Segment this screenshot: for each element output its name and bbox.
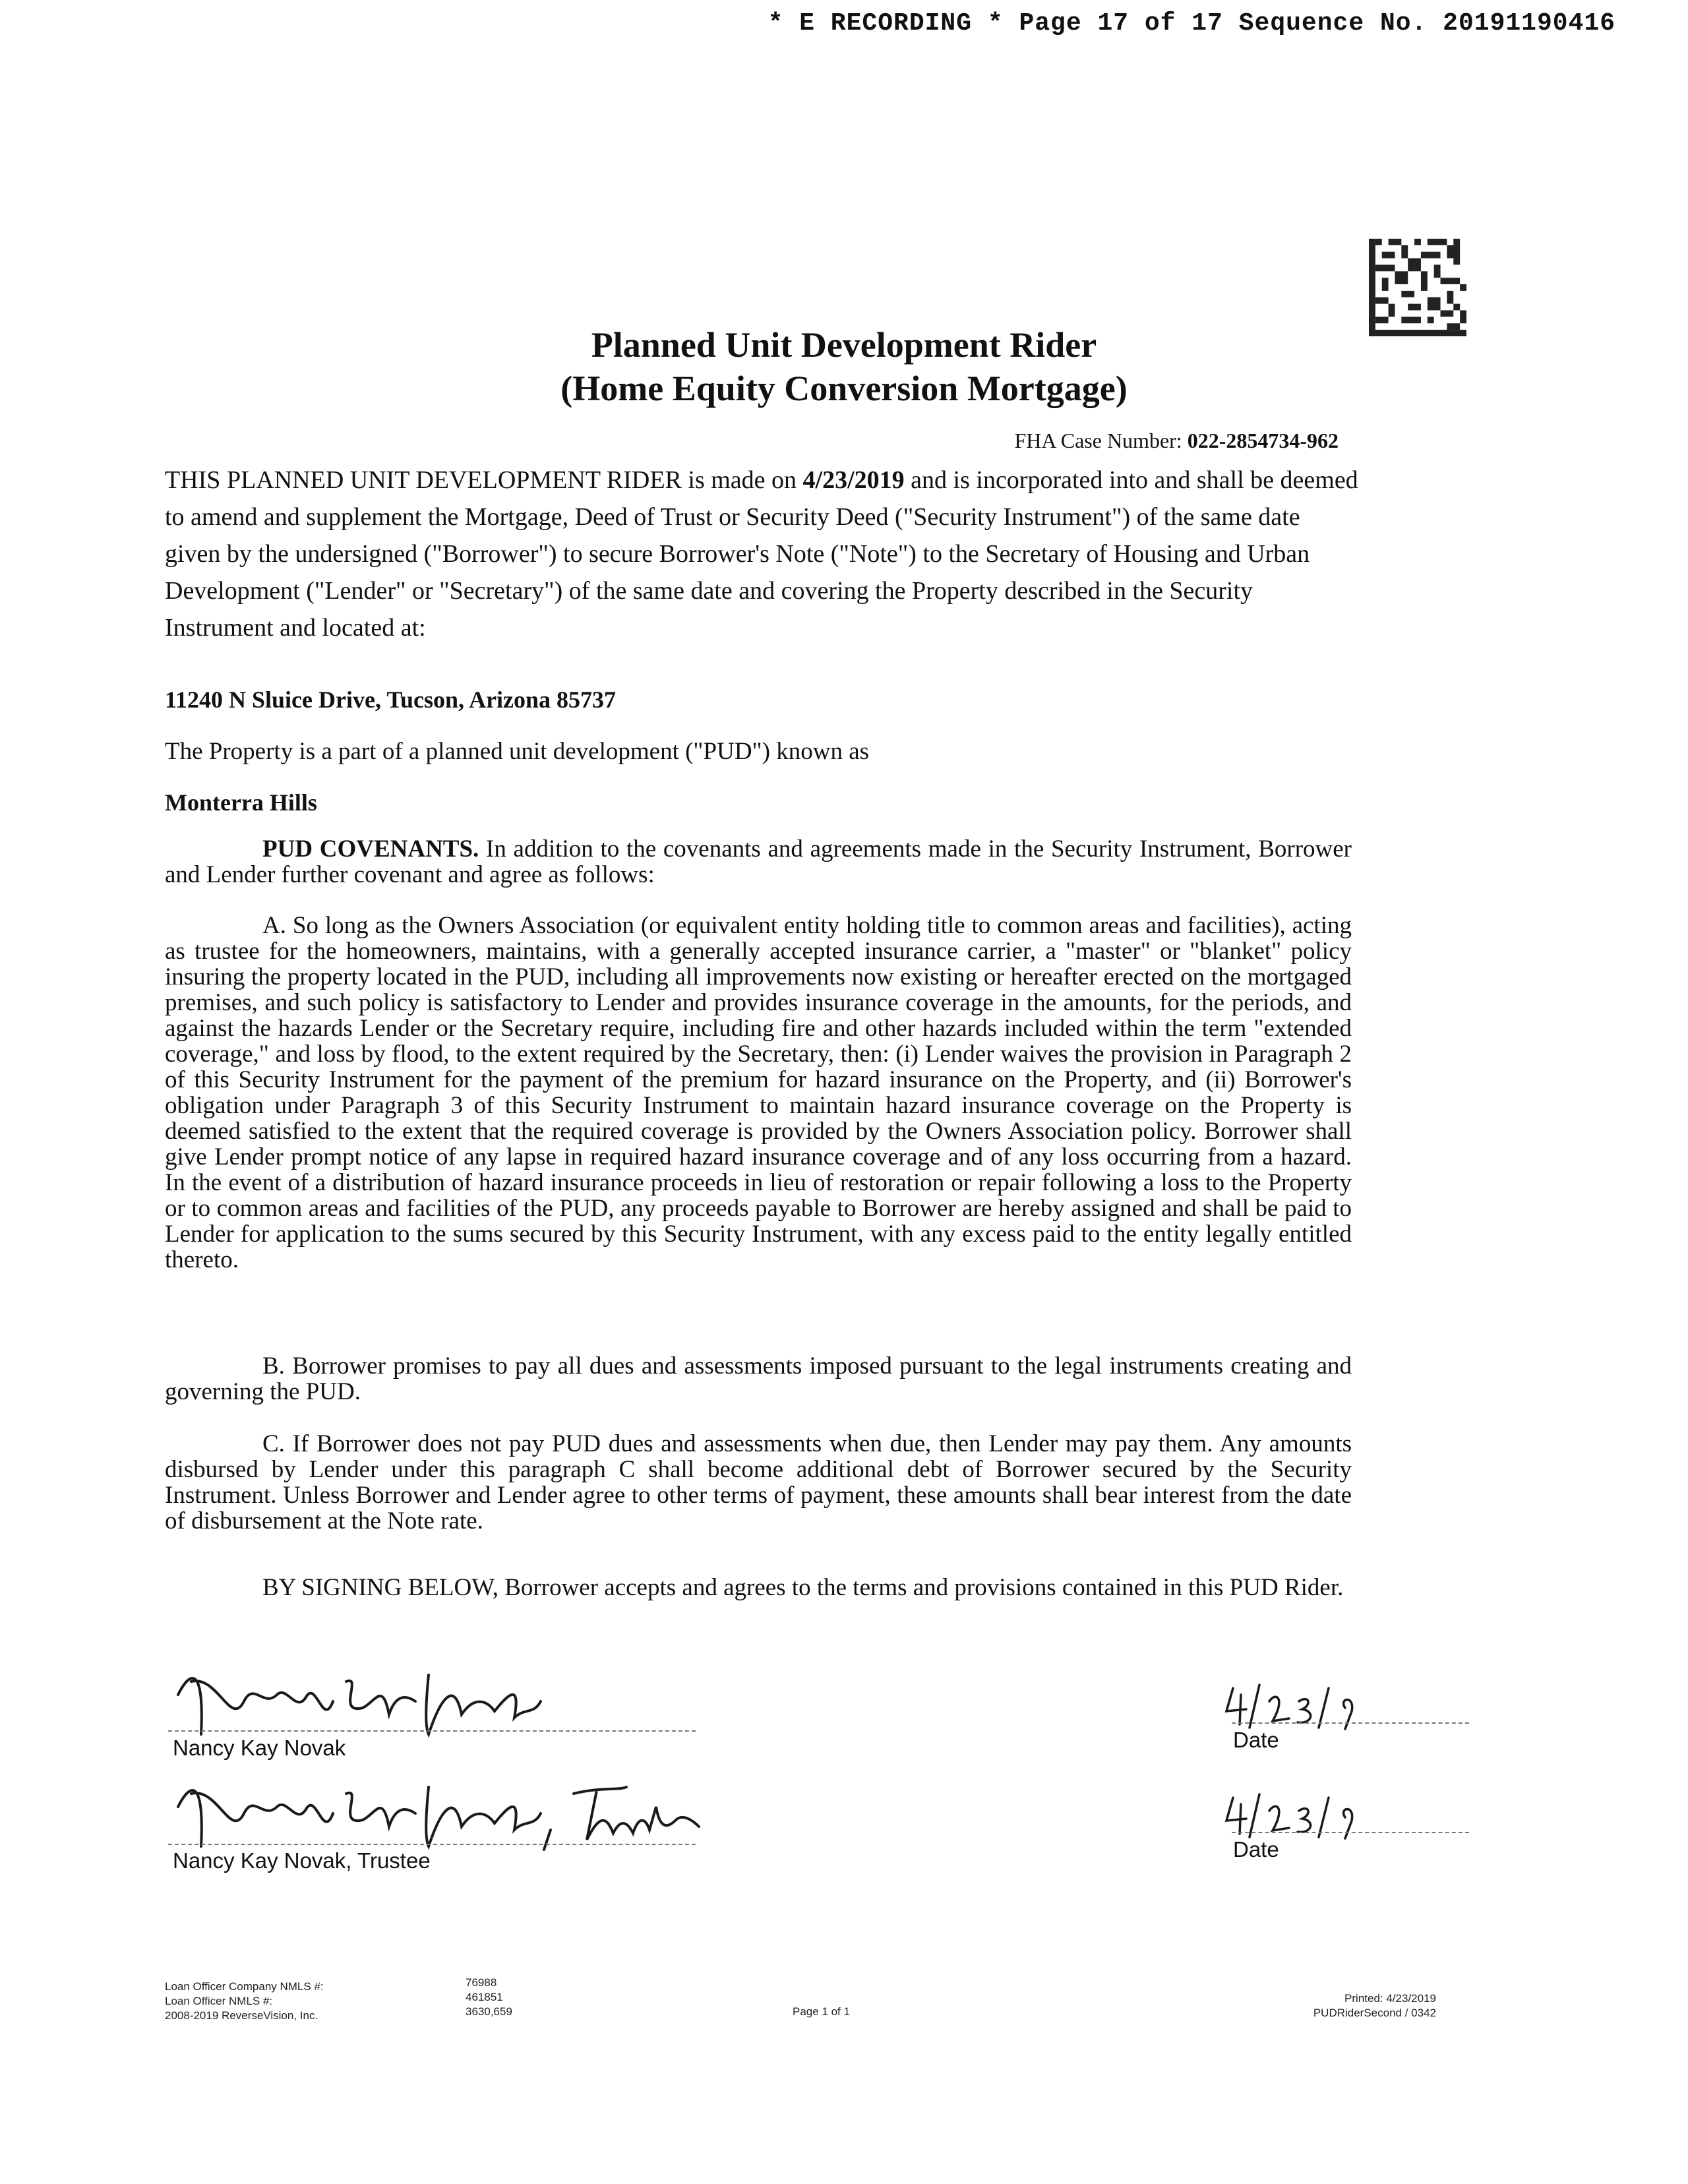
footer-company-nmls-value: 76988 [466, 1976, 497, 1989]
signature-line-1 [168, 1730, 696, 1732]
footer-company-nmls-label: Loan Officer Company NMLS #: [165, 1980, 324, 1993]
footer-officer-nmls-label: Loan Officer NMLS #: [165, 1995, 273, 2007]
intro-text-2: and is incorporated into and shall be deemed to amend and supplement the Mortgage, Deed of Trust or Security Deed ("Security Instrument") of the same date given by the undersigned ("Borrower") to secure Borrower's Note ("Note") to the Secretary of Housing and Urban Development ("Lender" or "Secretary") of the same date and covering the Property described in the Security Instrument and located at: [165, 466, 1358, 642]
footer-page-number: Page 1 of 1 [793, 2005, 850, 2018]
footer-form-code: PUDRiderSecond / 0342 [1313, 2007, 1436, 2019]
fha-number: 022-2854734-962 [1187, 429, 1339, 452]
date-line-2 [1232, 1832, 1469, 1833]
paragraph-c [165, 1431, 1352, 1534]
pud-name: Monterra Hills [165, 789, 317, 816]
covenants-heading: PUD COVENANTS. [262, 835, 479, 863]
paragraph-b-text: B. Borrower promises to pay all dues and assessments imposed pursuant to the legal instruments creating and governing the PUD. [165, 1352, 1352, 1405]
covenants-text: In addition to the covenants and agreements made in the Security Instrument, Borrower and Lender further covenant and agree as follows: [165, 835, 1352, 888]
footer-code-value: 3630,659 [466, 2005, 512, 2018]
property-address: 11240 N Sluice Drive, Tucson, Arizona 85737 [165, 686, 617, 713]
fha-case-number [1014, 429, 1339, 453]
date-handwritten-1 [1220, 1675, 1391, 1734]
date-handwritten-2 [1220, 1784, 1391, 1844]
date-label-1: Date [1233, 1728, 1279, 1752]
footer-copyright: 2008-2019 ReverseVision, Inc. [165, 2009, 318, 2022]
footer-labels [165, 1980, 324, 2023]
pud-covenants-paragraph [165, 836, 1352, 888]
intro-text-1: THIS PLANNED UNIT DEVELOPMENT RIDER is made on [165, 466, 803, 494]
title-line-1: Planned Unit Development Rider [591, 325, 1097, 365]
footer-printed-date: Printed: 4/23/2019 [1344, 1992, 1436, 2005]
document-title [0, 323, 1688, 410]
paragraph-b [165, 1353, 1352, 1405]
intro-paragraph [165, 462, 1358, 646]
paragraph-a [165, 913, 1352, 1273]
signer-name-1: Nancy Kay Novak [173, 1736, 346, 1760]
paragraph-a-text: A. So long as the Owners Association (or equivalent entity holding title to common areas and facilities), acting as trustee for the homeowners, maintains, with a generally accepted insurance carrier, a "master" or "blanket" policy insuring the property located in the PUD, including all improvements now existing or hereafter erected on the mortgaged premises, and such policy is satisfactory to Lender and provides insurance coverage in the amounts, for the periods, and against the hazards Lender or the Secretary require, including fire and other hazards included within the term "extended coverage," and loss by flood, to the extent required by the Secretary, then: (i) Lender waives the provision in Paragraph 2 of this Security Instrument for the payment of the premium for hazard insurance on the Property, and (ii) Borrower's obligation under Paragraph 3 of this Security Instrument to maintain hazard insurance coverage on the Property is deemed satisfied to the extent that the required coverage is provided by the Owners Association policy. Borrower shall give Lender prompt notice of any lapse in required hazard insurance coverage and of any loss occurring from a hazard. In the event of a distribution of hazard insurance proceeds in lieu of restoration or repair following a loss to the Property or to common areas and facilities of the PUD, any proceeds payable to Borrower are hereby assigned and shall be paid to Lender for application to the sums secured by this Security Instrument, with any excess paid to the entity legally entitled thereto. [165, 912, 1352, 1273]
date-line-1 [1232, 1722, 1469, 1724]
signing-text: BY SIGNING BELOW, Borrower accepts and agrees to the terms and provisions contained in this PUD Rider. [262, 1574, 1344, 1601]
footer-values [466, 1976, 512, 2019]
recording-header: * E RECORDING * Page 17 of 17 Sequence No. 20191190416 [768, 9, 1615, 38]
date-label-2: Date [1233, 1837, 1279, 1862]
signature-line-2 [168, 1844, 696, 1845]
signer-name-2: Nancy Kay Novak, Trustee [173, 1848, 431, 1873]
fha-label: FHA Case Number: [1014, 429, 1182, 452]
title-line-2: (Home Equity Conversion Mortgage) [560, 369, 1128, 408]
signing-statement [165, 1575, 1352, 1600]
paragraph-c-text: C. If Borrower does not pay PUD dues and assessments when due, then Lender may pay them. Any amounts disbursed by Lender under this paragraph C shall become additional debt of Borrower secured by the Security Instrument. Unless Borrower and Lender agree to other terms of payment, these amounts shall bear interest from the date of disbursement at the Note rate. [165, 1430, 1352, 1534]
qr-code [1369, 239, 1466, 336]
rider-date: 4/23/2019 [802, 466, 905, 494]
footer-printed [1313, 1991, 1436, 2020]
footer-officer-nmls-value: 461851 [466, 1991, 503, 2003]
pud-statement: The Property is a part of a planned unit development ("PUD") known as [165, 738, 870, 765]
